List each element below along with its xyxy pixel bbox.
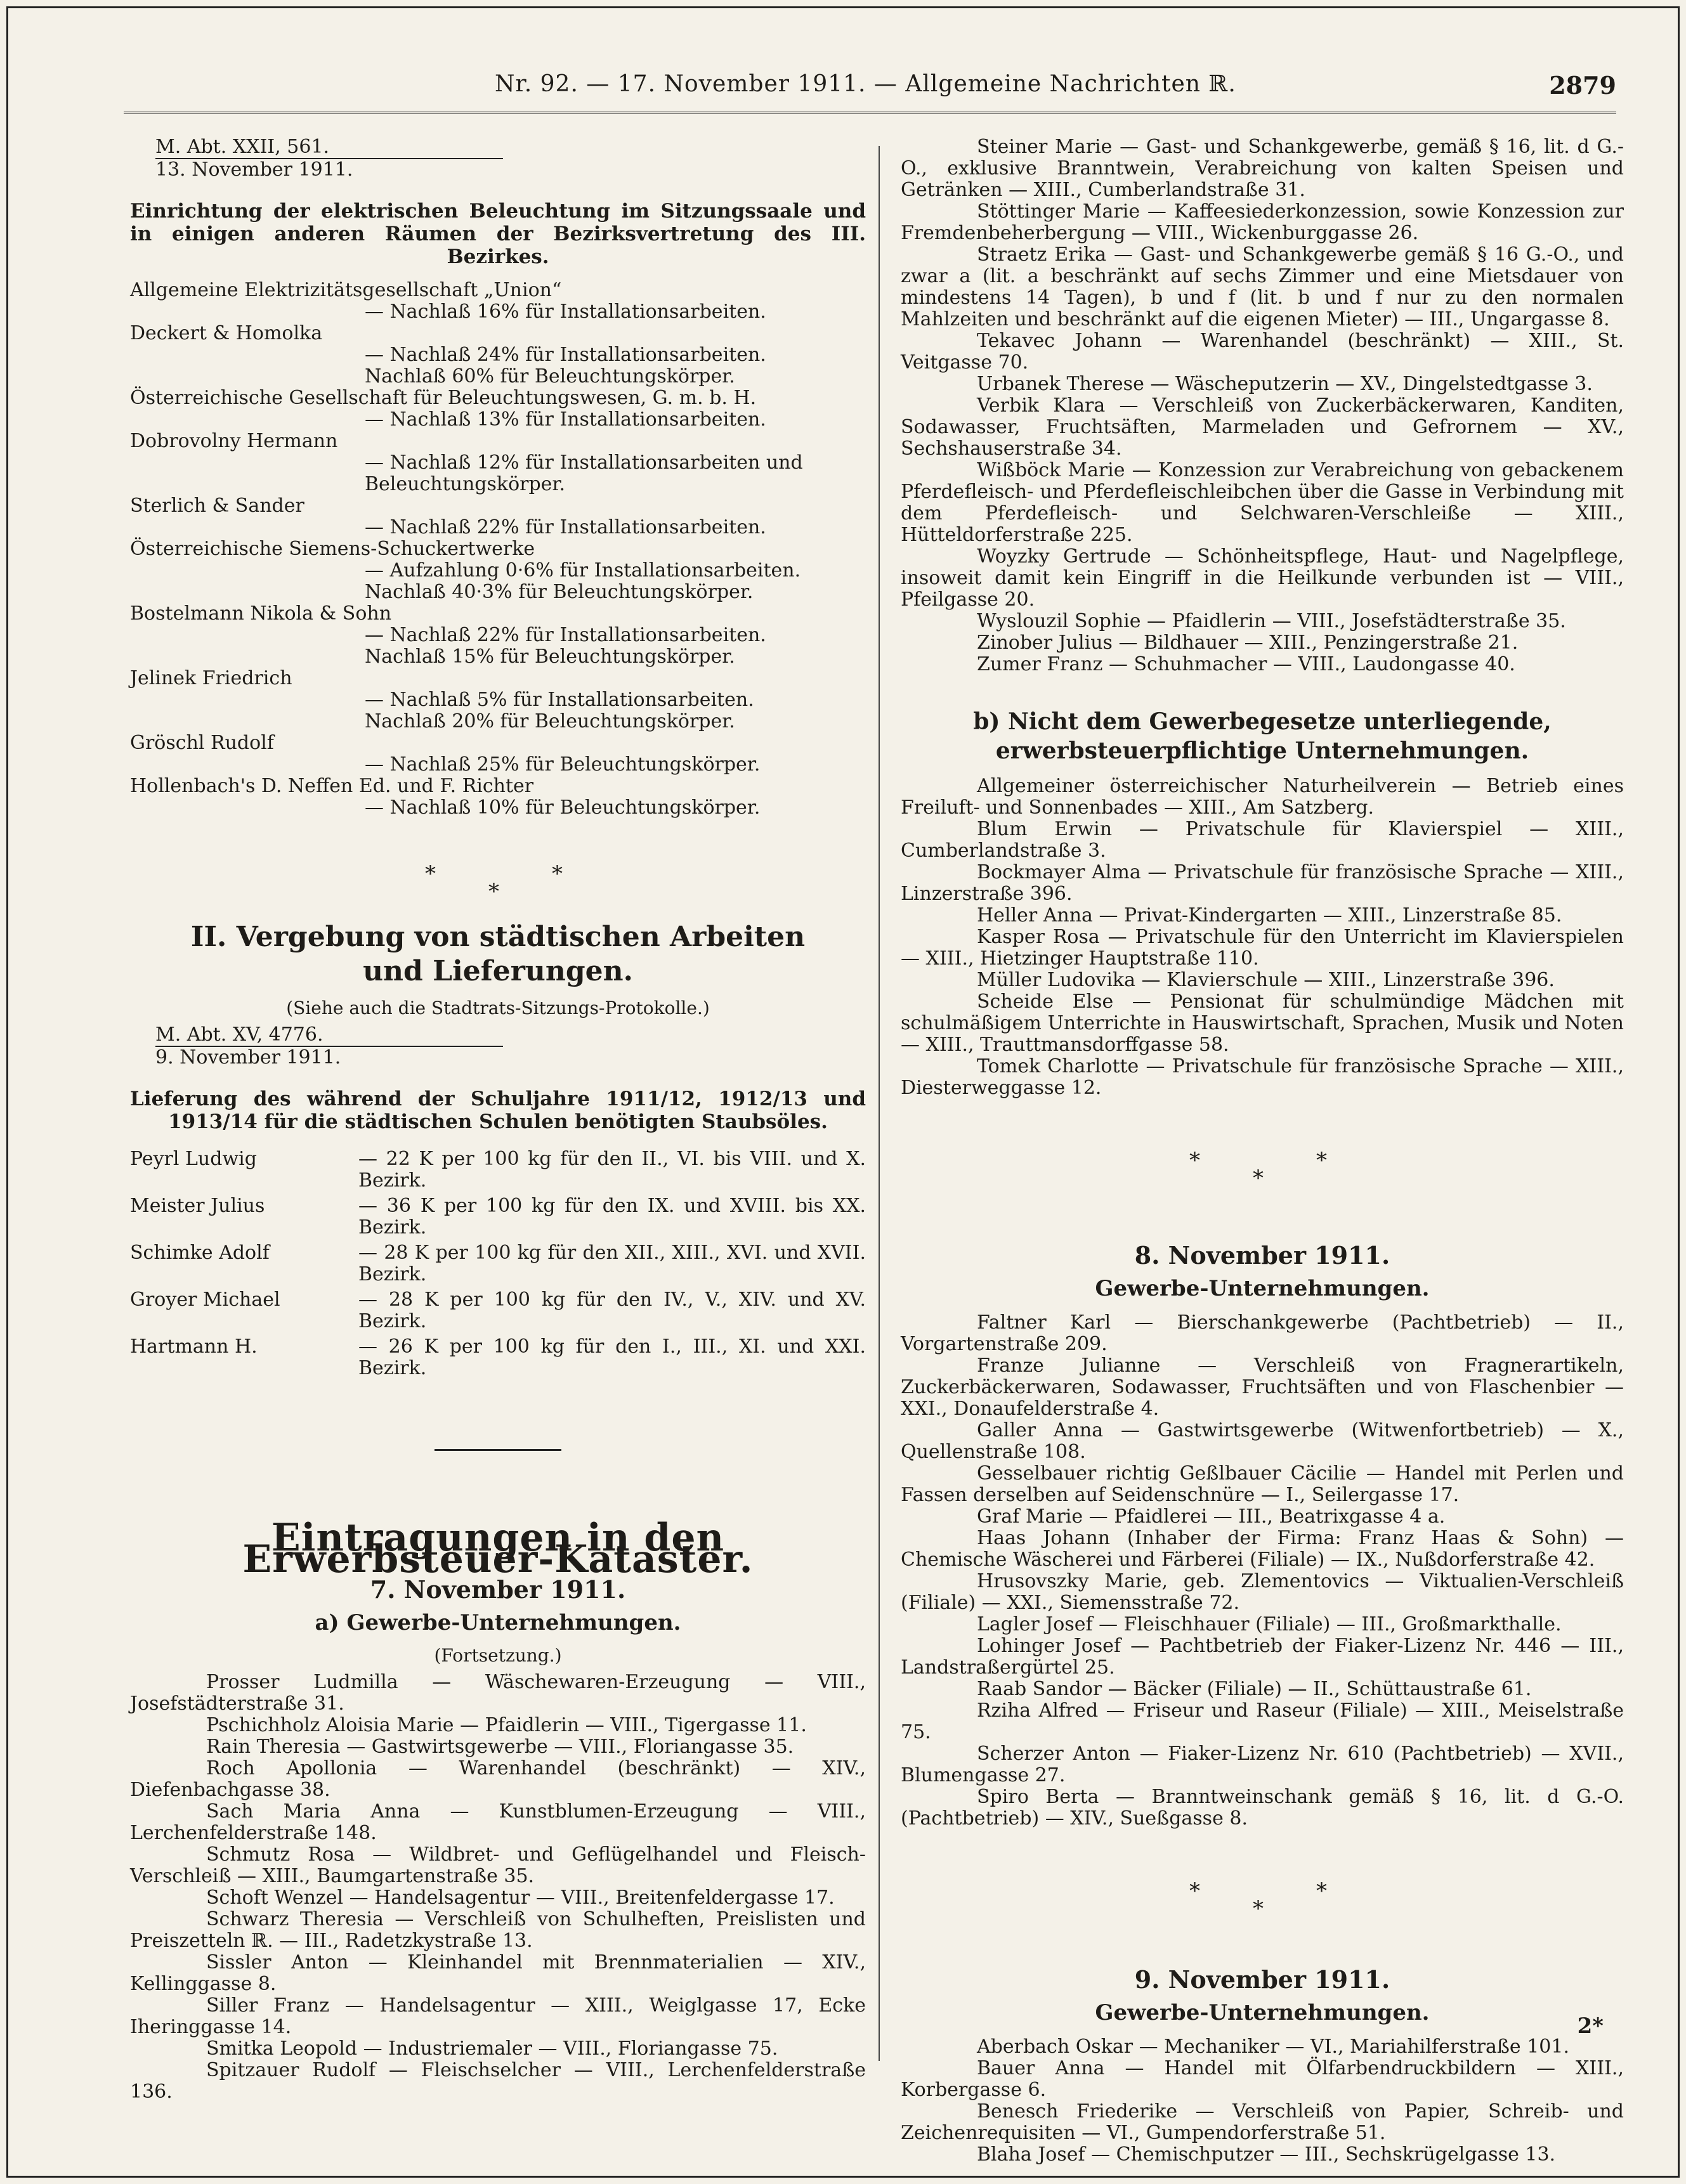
register-entry: Blaha Josef — Chemischputzer — III., Sechskrügelgasse 13. xyxy=(977,2143,1556,2166)
reference-number: M. Abt. XV, 4776. xyxy=(155,1024,323,1046)
register-entries xyxy=(901,776,1624,1099)
register-entry: Bauer Anna — Handel mit Ölfarbendruckbildern — XIII., Korbergasse 6. xyxy=(901,2057,1624,2101)
register-entry: Faltner Karl — Bierschankgewerbe (Pachtbetrieb) — II., Vorgartenstraße 209. xyxy=(901,1311,1624,1355)
register-entry: Scheide Else — Pensionat für schulmündige Mädchen mit schulmäßigem Unterrichte in Hauswirtschaft, Sprachen, Musik und Noten — XIII., Trauttmansdorffgasse 58. xyxy=(901,991,1624,1056)
supplier-terms: — 28 K per 100 kg für den XII., XIII., XVI. und XVII. Bezirk. xyxy=(358,1242,866,1285)
supplier-entry xyxy=(130,1336,866,1379)
supplier-list xyxy=(130,1148,866,1379)
bidder-entry xyxy=(130,776,866,819)
bidder-list xyxy=(130,280,866,819)
supplier-entry xyxy=(130,1242,866,1285)
bid-terms: — Nachlaß 13% für Installationsarbeiten. xyxy=(365,408,766,431)
date-heading: 7. November 1911. xyxy=(370,1575,626,1604)
section-note: (Siehe auch die Stadtrats-Sitzungs-Protokolle.) xyxy=(286,998,710,1018)
register-entry: Heller Anna — Privat-Kindergarten — XIII., Linzerstraße 85. xyxy=(977,904,1562,926)
register-entry: Scherzer Anton — Fiaker-Lizenz Nr. 610 (Pachtbetrieb) — XVII., Blumengasse 27. xyxy=(901,1743,1624,1786)
bidder-entry xyxy=(130,323,866,387)
supplier-name: Hartmann H. xyxy=(130,1336,258,1358)
section-separator-stars xyxy=(901,1150,1624,1194)
bidder-name: Hollenbach's D. Neffen Ed. und F. Richter xyxy=(130,775,534,797)
supplier-name: Schimke Adolf xyxy=(130,1242,270,1264)
supplier-entry xyxy=(130,1195,866,1238)
category-heading: Gewerbe-Unternehmungen. xyxy=(1095,2000,1430,2025)
bidder-entry xyxy=(130,538,866,603)
register-entry: Allgemeiner österreichischer Naturheilverein — Betrieb eines Freiluft- und Sonnenbades — XIII., Am Satzberg. xyxy=(901,775,1624,819)
register-entry: Benesch Friederike — Verschleiß von Papier, Schreib- und Zeichenrequisiten — VI., Gumpendorferstraße 51. xyxy=(901,2100,1624,2144)
register-entry: Stöttinger Marie — Kaffeesiederkonzession, sowie Konzession zur Fremdenbeherbergung — VIII., Wickenburggasse 26. xyxy=(901,200,1624,244)
supplier-terms: — 26 K per 100 kg für den I., III., XI. und XXI. Bezirk. xyxy=(358,1336,866,1379)
register-entry: Kasper Rosa — Privatschule für den Unterricht im Klavierspielen — XIII., Hietzinger Hauptstraße 110. xyxy=(901,926,1624,970)
register-entry: Aberbach Oskar — Mechaniker — VI., Mariahilferstraße 101. xyxy=(977,2036,1569,2058)
star: * xyxy=(1189,1878,1200,1904)
column-divider xyxy=(879,146,880,2061)
main-title: Eintragungen in den Erwerbsteuer-Kataster. xyxy=(242,1516,754,1582)
bid-terms: — Nachlaß 10% für Beleuchtungskörper. xyxy=(365,796,761,819)
register-entry: Galler Anna — Gastwirtsgewerbe (Witwenfortbetrieb) — X., Quellenstraße 108. xyxy=(901,1419,1624,1463)
register-entry: Steiner Marie — Gast- und Schankgewerbe, gemäß § 16, lit. d G.-O., exklusive Branntwein, Verabreichung von kalten Speisen und Getränken — XIII., Cumberlandstraße 31. xyxy=(901,136,1624,201)
continuation-note: (Fortsetzung.) xyxy=(434,1645,562,1666)
register-entry: Pschichholz Aloisia Marie — Pfaidlerin — VIII., Tigergasse 11. xyxy=(206,1714,807,1736)
bidder-name: Bostelmann Nikola & Sohn xyxy=(130,602,392,625)
signature-mark: 2* xyxy=(1577,2013,1604,2039)
register-entry: Straetz Erika — Gast- und Schankgewerbe gemäß § 16 G.-O., und zwar a (lit. a beschränkt auf sechs Zimmer und eine Mietsdauer von mindestens 14 Tagen), b und f (lit. b und f nur zu den normalen Mahlzeiten und beschränkt auf die eigenen Mieter) — III., Ungargasse 8. xyxy=(901,244,1624,330)
bid-terms: — Aufzahlung 0·6% für Installationsarbeiten. xyxy=(365,559,801,582)
bidder-name: Österreichische Gesellschaft für Beleuchtungswesen, G. m. b. H. xyxy=(130,387,757,409)
bid-terms: — Nachlaß 25% für Beleuchtungskörper. xyxy=(365,753,761,776)
bid-terms: Nachlaß 60% für Beleuchtungskörper. xyxy=(365,365,735,387)
register-entry: Müller Ludovika — Klavierschule — XIII., Linzerstraße 396. xyxy=(977,969,1555,991)
register-entry: Schmutz Rosa — Wildbret- und Geflügelhandel und Fleisch-Verschleiß — XIII., Baumgartenstraße 35. xyxy=(130,1843,866,1887)
supplier-entry xyxy=(130,1148,866,1192)
register-entry: Lagler Josef — Fleischhauer (Filiale) — III., Großmarkthalle. xyxy=(977,1613,1562,1635)
supplier-entry xyxy=(130,1289,866,1332)
register-entry: Woyzky Gertrude — Schönheitspflege, Haut- und Nagelpflege, insoweit damit kein Eingriff in die Heilkunde verbunden ist — VIII., Pfeilgasse 20. xyxy=(901,545,1624,611)
register-entry: Schwarz Theresia — Verschleiß von Schulheften, Preislisten und Preiszetteln ℝ. — III., Radetzkystraße 13. xyxy=(130,1908,866,1952)
register-entries xyxy=(901,1312,1624,1830)
register-entry: Rain Theresia — Gastwirtsgewerbe — VIII., Floriangasse 35. xyxy=(206,1736,794,1758)
bid-terms: Nachlaß 40·3% für Beleuchtungskörper. xyxy=(365,581,754,603)
register-entries xyxy=(901,136,1624,675)
bidder-entry xyxy=(130,431,866,495)
register-entry: Haas Johann (Inhaber der Firma: Franz Haas & Sohn) — Chemische Wäscherei und Färberei (Filiale) — IX., Nußdorferstraße 42. xyxy=(901,1527,1624,1571)
category-heading: a) Gewerbe-Unternehmungen. xyxy=(315,1610,681,1635)
register-entry: Rziha Alfred — Friseur und Raseur (Filiale) — XIII., Meiselstraße 75. xyxy=(901,1700,1624,1743)
register-entry: Verbik Klara — Verschleiß von Zuckerbäckerwaren, Kanditen, Sodawasser, Fruchtsäften, Marmeladen und Gefrornem — XV., Sechshauserstraße 34. xyxy=(901,394,1624,460)
bid-terms: — Nachlaß 24% für Installationsarbeiten. xyxy=(365,344,766,366)
bidder-entry xyxy=(130,280,866,323)
divider-rule xyxy=(435,1449,561,1451)
register-entry: Sach Maria Anna — Kunstblumen-Erzeugung — VIII., Lerchenfelderstraße 148. xyxy=(130,1800,866,1844)
register-entry: Tekavec Johann — Warenhandel (beschränkt) — XIII., St. Veitgasse 70. xyxy=(901,330,1624,374)
star: * xyxy=(1189,1148,1200,1173)
date-heading: 9. November 1911. xyxy=(1134,1965,1390,1994)
bidder-name: Allgemeine Elektrizitätsgesellschaft „Union“ xyxy=(130,279,562,301)
register-entry: Raab Sandor — Bäcker (Filiale) — II., Schüttaustraße 61. xyxy=(977,1678,1532,1700)
register-entry: Wißböck Marie — Konzession zur Verabreichung von gebackenem Pferdefleisch- und Pferdefleischleibchen über die Gasse in Verbindung mit dem Pferdefleisch- und Selchwaren-Verschleiße — XIII., Hütteldorferstraße 225. xyxy=(901,459,1624,546)
star: * xyxy=(1253,1166,1264,1191)
star: * xyxy=(1316,1148,1327,1173)
register-entry: Wyslouzil Sophie — Pfaidlerin — VIII., Josefstädterstraße 35. xyxy=(977,610,1566,632)
register-entry: Sissler Anton — Kleinhandel mit Brennmaterialien — XIV., Kellinggasse 8. xyxy=(130,1951,866,1995)
register-entry: Schoft Wenzel — Handelsagentur — VIII., Breitenfeldergasse 17. xyxy=(206,1887,835,1909)
register-entry: Zumer Franz — Schuhmacher — VIII., Laudongasse 40. xyxy=(977,653,1515,675)
star: * xyxy=(488,879,499,904)
register-entry: Prosser Ludmilla — Wäschewaren-Erzeugung — VIII., Josefstädterstraße 31. xyxy=(130,1671,866,1715)
bidder-entry xyxy=(130,668,866,732)
page-header xyxy=(114,71,1616,115)
register-entry: Lohinger Josef — Pachtbetrieb der Fiaker-Lizenz Nr. 446 — III., Landstraßergürtel 25. xyxy=(901,1635,1624,1679)
section-separator-stars xyxy=(901,1880,1624,1925)
star: * xyxy=(1253,1896,1264,1921)
reference-date: 13. November 1911. xyxy=(155,158,503,181)
section-title: II. Vergebung von städtischen Arbeiten und Lieferungen. xyxy=(190,921,806,987)
supplier-terms: — 36 K per 100 kg für den IX. und XVIII. bis XX. Bezirk. xyxy=(358,1195,866,1238)
star: * xyxy=(552,861,563,887)
bidder-entry xyxy=(130,732,866,776)
reference-number: M. Abt. XXII, 561. xyxy=(155,136,330,158)
register-entry: Gesselbauer richtig Geßlbauer Cäcilie — Handel mit Perlen und Fassen derselben auf Seidenschnüre — I., Seilergasse 17. xyxy=(901,1462,1624,1506)
supplier-terms: — 28 K per 100 kg für den IV., V., XIV. und XV. Bezirk. xyxy=(358,1289,866,1332)
register-entry: Blum Erwin — Privatschule für Klavierspiel — XIII., Cumberlandstraße 3. xyxy=(901,818,1624,862)
star: * xyxy=(1316,1878,1327,1904)
subject-heading: Lieferung des während der Schuljahre 1911/12, 1912/13 und 1913/14 für die städtischen Schulen benötigten Staubsöles. xyxy=(130,1088,866,1133)
bidder-entry xyxy=(130,387,866,431)
reference-date: 9. November 1911. xyxy=(155,1046,503,1069)
register-entry: Urbanek Therese — Wäscheputzerin — XV., Dingelstedtgasse 3. xyxy=(977,373,1593,395)
star: * xyxy=(425,861,436,887)
subject-heading: Einrichtung der elektrischen Beleuchtung im Sitzungssaale und in einigen anderen Räumen der Bezirksvertretung des III. Bezirkes. xyxy=(130,200,866,268)
register-entry: Spiro Berta — Branntweinschank gemäß § 16, lit. d G.-O. (Pachtbetrieb) — XIV., Sueßgasse 8. xyxy=(901,1786,1624,1830)
date-heading: 8. November 1911. xyxy=(1134,1241,1390,1270)
bidder-name: Sterlich & Sander xyxy=(130,495,304,517)
bidder-name: Jelinek Friedrich xyxy=(130,667,292,689)
bid-terms: — Nachlaß 16% für Installationsarbeiten. xyxy=(365,301,766,323)
register-entry: Siller Franz — Handelsagentur — XIII., Weiglgasse 17, Ecke Iheringgasse 14. xyxy=(130,1994,866,2038)
bid-terms: Nachlaß 15% für Beleuchtungskörper. xyxy=(365,646,735,668)
bidder-name: Deckert & Homolka xyxy=(130,322,323,344)
category-heading: b) Nicht dem Gewerbegesetze unterliegende, erwerbsteuerpflichtige Unternehmungen. xyxy=(973,708,1552,764)
bid-terms: — Nachlaß 12% für Installationsarbeiten und Beleuchtungskörper. xyxy=(365,452,803,495)
left-column xyxy=(130,136,866,2103)
category-heading: Gewerbe-Unternehmungen. xyxy=(1095,1276,1430,1301)
bid-terms: — Nachlaß 22% für Installationsarbeiten. xyxy=(365,516,766,538)
bid-terms: — Nachlaß 22% für Installationsarbeiten. xyxy=(365,624,766,646)
register-entry: Graf Marie — Pfaidlerei — III., Beatrixgasse 4 a. xyxy=(977,1505,1446,1528)
register-entries xyxy=(130,1672,866,2103)
bidder-entry xyxy=(130,603,866,668)
supplier-name: Groyer Michael xyxy=(130,1289,280,1311)
register-entry: Roch Apollonia — Warenhandel (beschränkt) — XIV., Diefenbachgasse 38. xyxy=(130,1757,866,1801)
bid-terms: — Nachlaß 5% für Installationsarbeiten. xyxy=(365,689,754,711)
bidder-name: Gröschl Rudolf xyxy=(130,732,274,754)
register-entry: Bockmayer Alma — Privatschule für französische Sprache — XIII., Linzerstraße 396. xyxy=(901,861,1624,905)
bidder-entry xyxy=(130,495,866,538)
register-entry: Tomek Charlotte — Privatschule für französische Sprache — XIII., Diesterweggasse 12. xyxy=(901,1055,1624,1099)
register-entry: Spitzauer Rudolf — Fleischselcher — VIII., Lerchenfelderstraße 136. xyxy=(130,2059,866,2103)
register-entries xyxy=(901,2036,1624,2166)
register-entry: Hrusovszky Marie, geb. Zlementovics — Viktualien-Verschleiß (Filiale) — XXI., Siemensstraße 72. xyxy=(901,1570,1624,1614)
section-separator-stars xyxy=(130,863,866,907)
supplier-name: Meister Julius xyxy=(130,1195,265,1217)
bidder-name: Dobrovolny Hermann xyxy=(130,430,338,452)
supplier-terms: — 22 K per 100 kg für den II., VI. bis VIII. und X. Bezirk. xyxy=(358,1148,866,1192)
register-entry: Smitka Leopold — Industriemaler — VIII., Floriangasse 75. xyxy=(206,2038,778,2060)
bidder-name: Österreichische Siemens-Schuckertwerke xyxy=(130,538,535,560)
header-rule xyxy=(124,112,1616,114)
header-title: Nr. 92. — 17. November 1911. — Allgemeine Nachrichten ℝ. xyxy=(495,71,1236,97)
register-entry: Zinober Julius — Bildhauer — XIII., Penzingerstraße 21. xyxy=(977,632,1519,654)
right-column xyxy=(901,136,1624,2166)
supplier-name: Peyrl Ludwig xyxy=(130,1148,257,1170)
bid-terms: Nachlaß 20% für Beleuchtungskörper. xyxy=(365,710,735,732)
register-entry: Franze Julianne — Verschleiß von Fragnerartikeln, Zuckerbäckerwaren, Sodawasser, Fruchtsäften und von Flaschenbier — XXI., Donaufelderstraße 4. xyxy=(901,1355,1624,1420)
page-number: 2879 xyxy=(1549,71,1616,100)
